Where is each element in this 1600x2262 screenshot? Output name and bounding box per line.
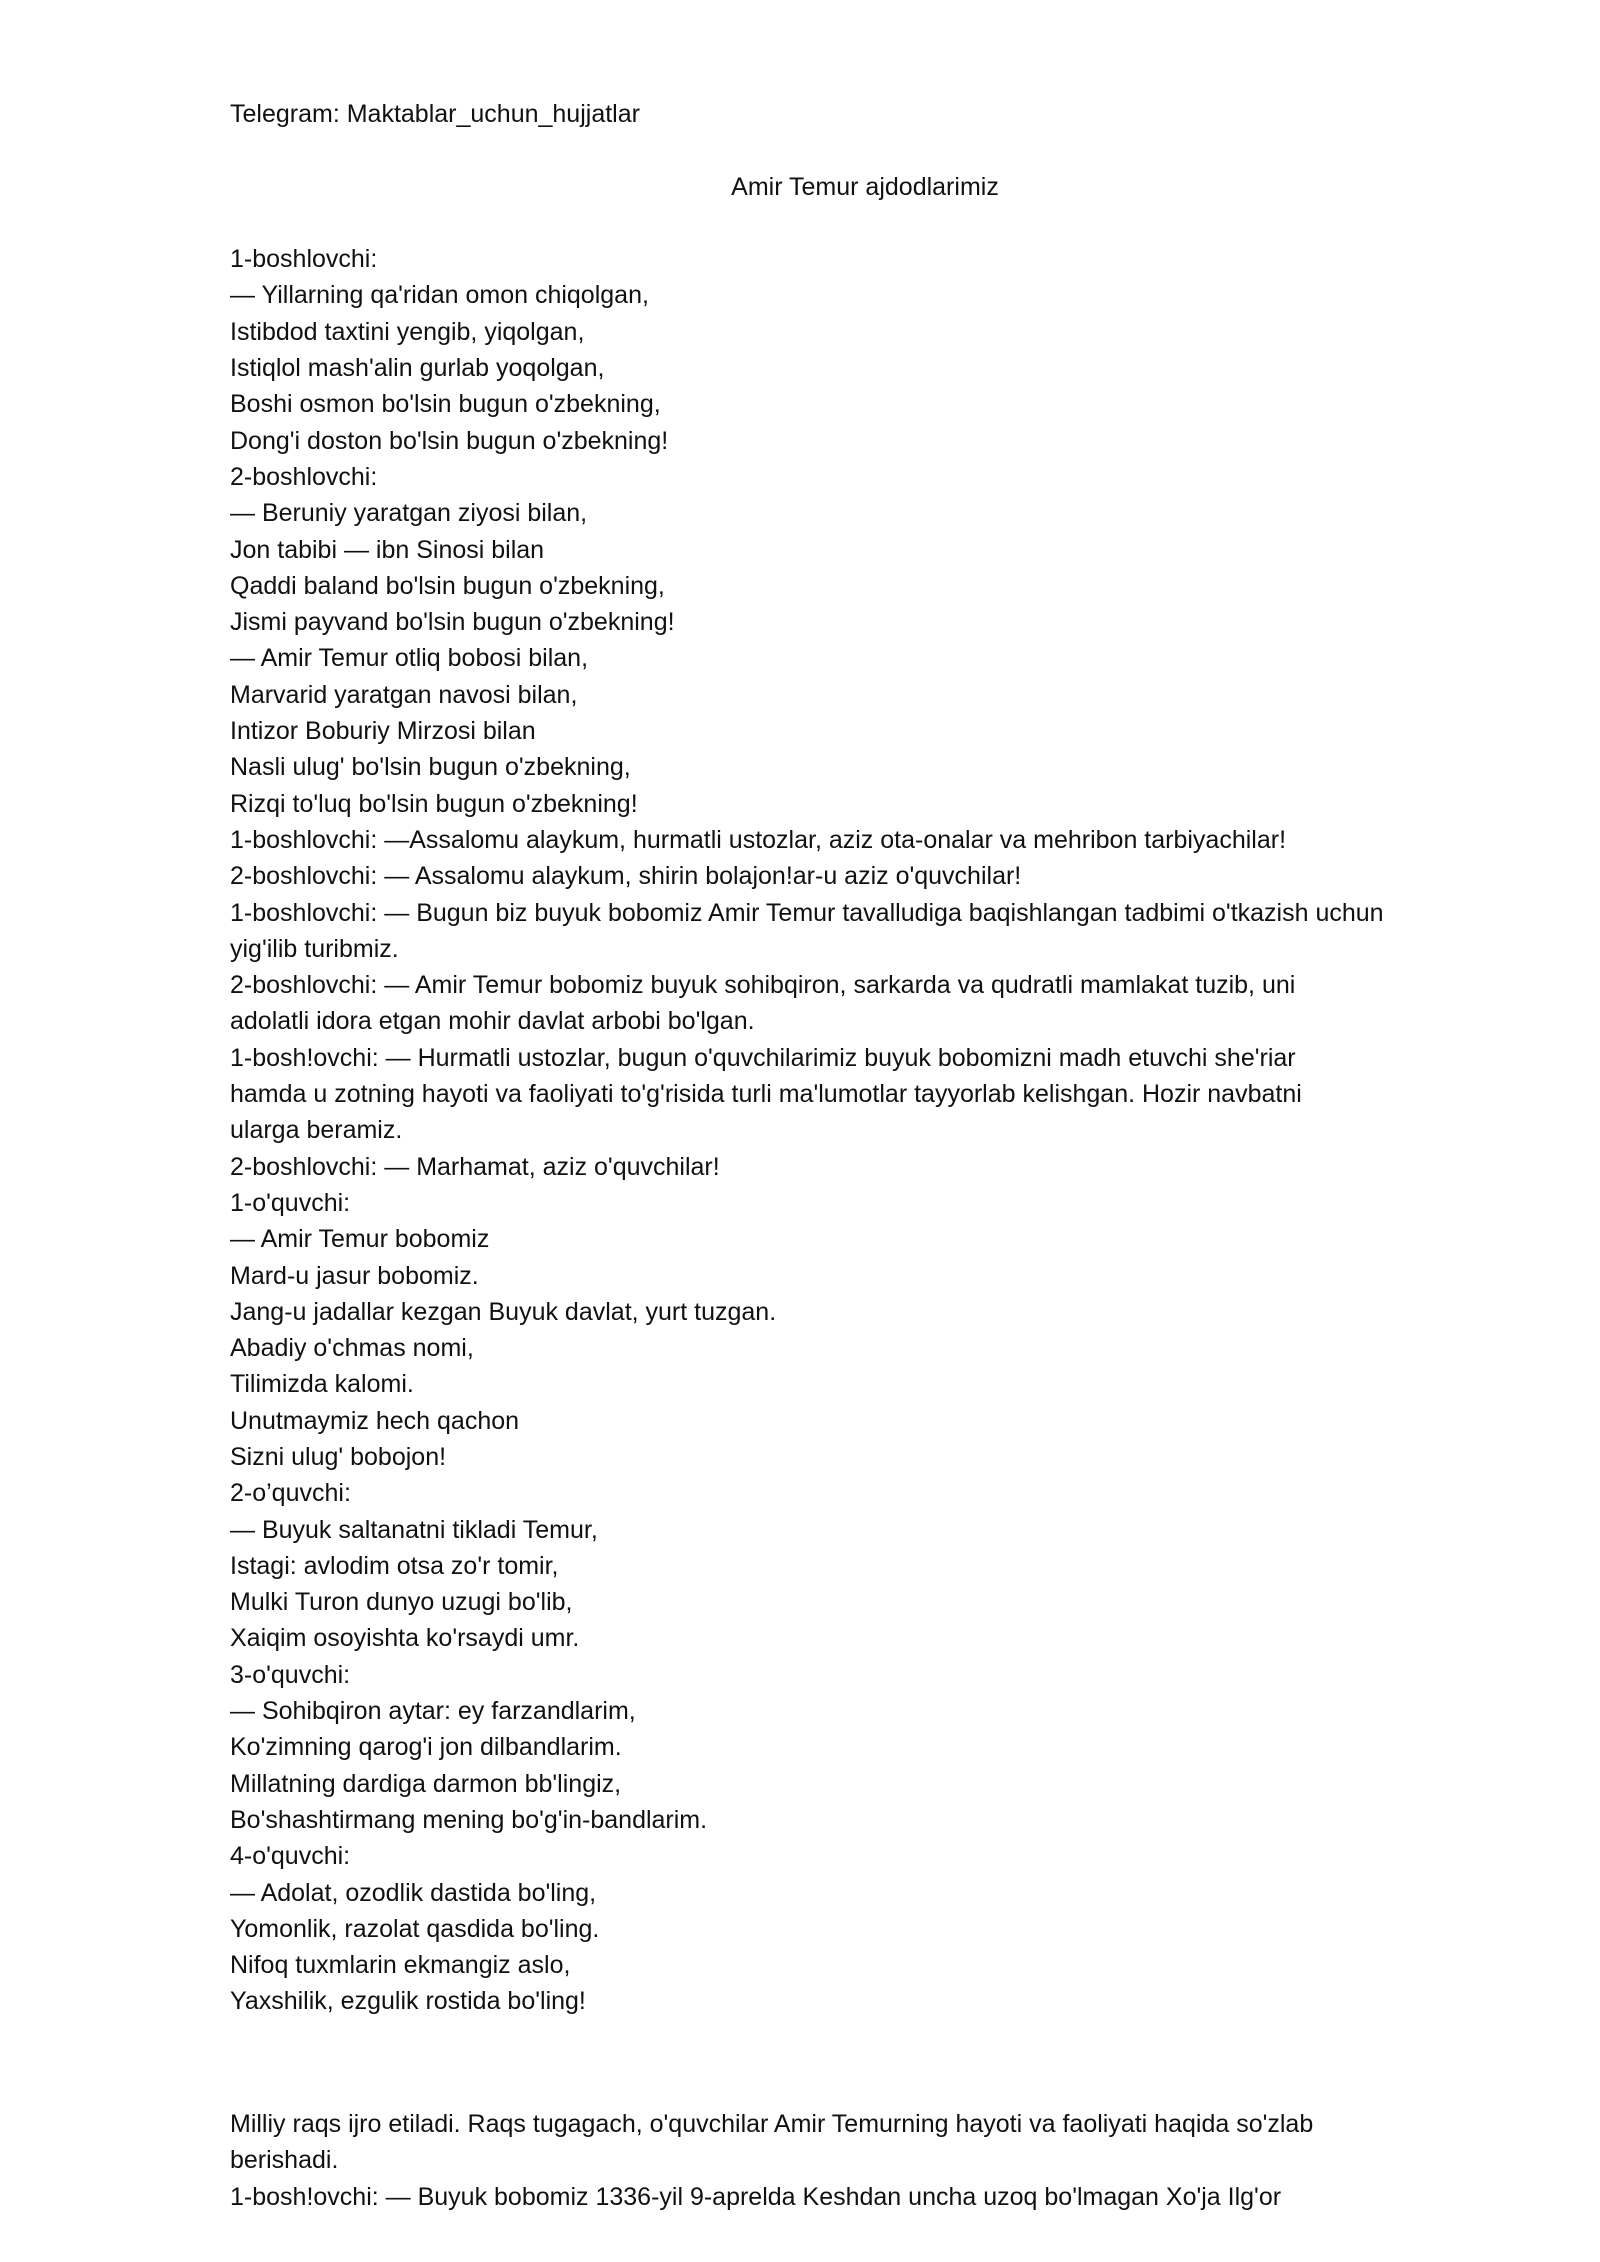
text-line: Jang-u jadallar kezgan Buyuk davlat, yurt tuzgan. [230, 1297, 777, 1326]
text-line: 4-o'quvchi: [230, 1842, 351, 1871]
text-line: Dong'i doston bo'lsin bugun o'zbekning! [230, 426, 669, 455]
text-line: 1-boshlovchi: — Bugun biz buyuk bobomiz Amir Temur tavalludiga baqishlangan tadbimi o'tkazish uchun [230, 898, 1384, 927]
text-line: adolatli idora etgan mohir davlat arbobi bo'lgan. [230, 1007, 755, 1036]
text-line: Yaxshilik, ezgulik rostida bo'ling! [230, 1987, 586, 2016]
text-line: yig'ilib turibmiz. [230, 934, 399, 963]
text-line: 1-boshlovchi: —Assalomu alaykum, hurmatli ustozlar, aziz ota-onalar va mehribon tarbiyachilar! [230, 825, 1287, 854]
text-line: Abadiy o'chmas nomi, [230, 1334, 474, 1363]
text-line: 2-boshlovchi: [230, 462, 378, 491]
text-line: Qaddi baland bo'lsin bugun o'zbekning, [230, 571, 665, 600]
text-line: berishadi. [230, 2146, 339, 2175]
text-line: Mard-u jasur bobomiz. [230, 1261, 479, 1290]
blank-line [230, 2045, 1500, 2081]
text-line: 1-o'quvchi: [230, 1188, 351, 1217]
text-line: Jismi payvand bo'lsin bugun o'zbekning! [230, 608, 675, 637]
text-line: ularga beramiz. [230, 1116, 403, 1145]
text-line: 2-boshlovchi: — Amir Temur bobomiz buyuk sohibqiron, sarkarda va qudratli mamlakat tuzib, uni [230, 971, 1296, 1000]
text-line: Rizqi to'luq bo'lsin bugun o'zbekning! [230, 789, 638, 818]
text-line: — Amir Temur otliq bobosi bilan, [230, 644, 589, 673]
document-body [230, 96, 1500, 2215]
text-line: 2-boshlovchi: — Marhamat, aziz o'quvchilar! [230, 1152, 720, 1181]
text-line: Istibdod taxtini yengib, yiqolgan, [230, 317, 585, 346]
text-line: — Buyuk saltanatni tikladi Temur, [230, 1515, 598, 1544]
text-line: Boshi osmon bo'lsin bugun o'zbekning, [230, 390, 661, 419]
text-line: Mulki Turon dunyo uzugi bo'lib, [230, 1588, 573, 1617]
text-line: Nifoq tuxmlarin ekmangiz aslo, [230, 1951, 571, 1980]
document-title: Amir Temur ajdodlarimiz [731, 172, 999, 201]
text-line: — Beruniy yaratgan ziyosi bilan, [230, 499, 588, 528]
text-lines [230, 241, 1500, 2215]
text-line: — Yillarning qa'ridan omon chiqolgan, [230, 281, 649, 310]
text-line: — Adolat, ozodlik dastida bo'ling, [230, 1878, 597, 1907]
text-line: 1-boshlovchi: [230, 245, 378, 274]
spacer [230, 205, 1500, 241]
text-line: — Sohibqiron aytar: ey farzandlarim, [230, 1697, 636, 1726]
text-line: 1-bosh!ovchi: — Hurmatli ustozlar, bugun o'quvchilarimiz buyuk bobomizni madh etuvchi she'riar [230, 1043, 1296, 1072]
telegram-header: Telegram: Maktablar_uchun_hujjatlar [230, 100, 640, 128]
text-line: Nasli ulug' bo'lsin bugun o'zbekning, [230, 753, 631, 782]
text-line: Marvarid yaratgan navosi bilan, [230, 680, 578, 709]
text-line: Jon tabibi — ibn Sinosi bilan [230, 535, 545, 564]
text-line: Sizni ulug' bobojon! [230, 1442, 447, 1471]
text-line: Yomonlik, razolat qasdida bo'ling. [230, 1914, 600, 1943]
text-line: 3-o'quvchi: [230, 1660, 351, 1689]
text-line: Istagi: avlodim otsa zo'r tomir, [230, 1551, 559, 1580]
text-line: Ko'zimning qarog'i jon dilbandlarim. [230, 1733, 622, 1762]
text-line: — Amir Temur bobomiz [230, 1225, 490, 1254]
text-line: Istiqlol mash'alin gurlab yoqolgan, [230, 354, 605, 383]
text-line: hamda u zotning hayoti va faoliyati to'g'risida turli ma'lumotlar tayyorlab kelishgan. Hozir navbatni [230, 1080, 1302, 1109]
text-line: 2-o’quvchi: [230, 1479, 351, 1508]
spacer [230, 132, 1500, 168]
text-line: Unutmaymiz hech qachon [230, 1406, 520, 1435]
text-line: Xaiqim osoyishta ko'rsaydi umr. [230, 1624, 580, 1653]
text-line: Intizor Boburiy Mirzosi bilan [230, 717, 536, 746]
text-line: 2-boshlovchi: — Assalomu alaykum, shirin bolajon!ar-u aziz o'quvchilar! [230, 862, 1022, 891]
text-line: Millatning dardiga darmon bb'lingiz, [230, 1769, 622, 1798]
text-line: Milliy raqs ijro etiladi. Raqs tugagach, o'quvchilar Amir Temurning hayoti va faoliyati haqida so'zlab [230, 2110, 1314, 2139]
text-line: Bo'shashtirmang mening bo'g'in-bandlarim. [230, 1805, 708, 1834]
text-line: Tilimizda kalomi. [230, 1370, 414, 1399]
text-line: 1-bosh!ovchi: — Buyuk bobomiz 1336-yil 9-aprelda Keshdan uncha uzoq bo'lmagan Xo'ja Ilg'or [230, 2182, 1282, 2211]
